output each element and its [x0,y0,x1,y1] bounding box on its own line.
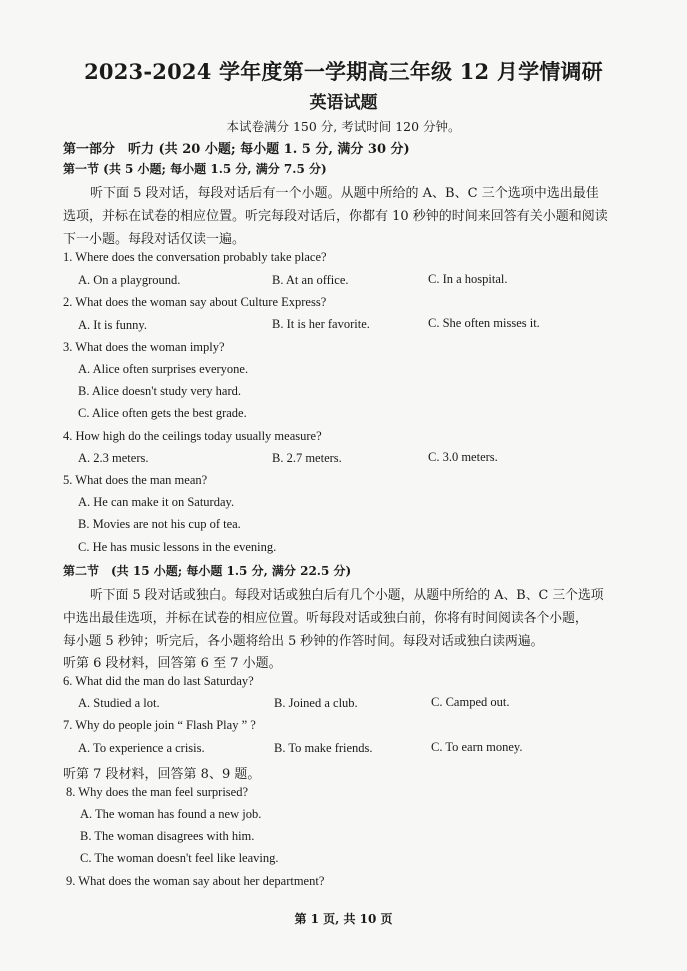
q2-option-b: B. It is her favorite. [272,317,370,331]
question-6: 6. What did the man do last Saturday? [63,674,254,688]
section2-instructions-line3: 每小题 5 秒钟；听完后，各小题将给出 5 秒钟的作答时间。每段对话或独白读两遍。 [63,634,544,649]
material-6-instruction: 听第 6 段材料，回答第 6 至 7 小题。 [63,656,282,671]
exam-title: 2023-2024 学年度第一学期高三年级 12 月学情调研 [84,59,603,84]
question-8: 8. Why does the man feel surprised? [66,785,249,799]
section1-instructions-line3: 下一小题。每段对话仅读一遍。 [63,232,246,247]
q8-option-b: B. The woman disagrees with him. [80,829,255,843]
q4-option-a: A. 2.3 meters. [78,451,149,465]
q4-option-c: C. 3.0 meters. [428,450,498,464]
question-2: 2. What does the woman say about Culture Express? [63,295,327,309]
material-7-instruction: 听第 7 段材料，回答第 8、9 题。 [63,767,261,782]
part1-title: 第一部分 听力 (共 20 小题; 每小题 1. 5 分, 满分 30 分) [63,142,410,157]
question-9: 9. What does the woman say about her department? [66,874,325,888]
page-footer: 第 1 页, 共 10 页 [294,912,393,926]
q4-option-b: B. 2.7 meters. [272,451,342,465]
section1-instructions-line1: 听下面 5 段对话，每段对话后有一个小题。从题中所给的 A、B、C 三个选项中选出最佳 [90,186,599,201]
section1-title: 第一节 (共 5 小题; 每小题 1.5 分, 满分 7.5 分) [63,162,327,176]
q7-option-c: C. To earn money. [431,740,523,754]
q1-option-a: A. On a playground. [78,273,181,287]
q6-option-b: B. Joined a club. [274,696,358,710]
q7-option-a: A. To experience a crisis. [78,741,205,755]
exam-info: 本试卷满分 150 分, 考试时间 120 分钟。 [226,119,461,134]
question-3: 3. What does the woman imply? [63,340,225,354]
q5-option-b: B. Movies are not his cup of tea. [78,517,241,531]
q6-option-a: A. Studied a lot. [78,696,160,710]
q1-option-b: B. At an office. [272,273,349,287]
question-1: 1. Where does the conversation probably take place? [63,250,327,264]
q8-option-c: C. The woman doesn't feel like leaving. [80,851,279,865]
q5-option-c: C. He has music lessons in the evening. [78,540,277,554]
section2-instructions-line1: 听下面 5 段对话或独白。每段对话或独白后有几个小题，从题中所给的 A、B、C 三个选项 [90,588,604,603]
q5-option-a: A. He can make it on Saturday. [78,495,235,509]
q8-option-a: A. The woman has found a new job. [80,807,262,821]
q2-option-a: A. It is funny. [78,318,147,332]
section1-instructions-line2: 选项，并标在试卷的相应位置。听完每段对话后，你都有 10 秒钟的时间来回答有关小题和阅读 [63,209,608,224]
section2-title: 第二节 (共 15 小题; 每小题 1.5 分, 满分 22.5 分) [63,564,352,578]
q6-option-c: C. Camped out. [431,695,510,709]
question-4: 4. How high do the ceilings today usually measure? [63,429,322,443]
q1-option-c: C. In a hospital. [428,272,508,286]
q3-option-b: B. Alice doesn't study very hard. [78,384,241,398]
exam-subject: 英语试题 [309,93,378,113]
q3-option-c: C. Alice often gets the best grade. [78,406,247,420]
question-7: 7. Why do people join “ Flash Play ” ? [63,718,256,732]
q2-option-c: C. She often misses it. [428,316,540,330]
section2-instructions-line2: 中选出最佳选项，并标在试卷的相应位置。听每段对话或独白前，你将有时间阅读各个小题， [63,611,588,626]
question-5: 5. What does the man mean? [63,473,208,487]
q7-option-b: B. To make friends. [274,741,373,755]
q3-option-a: A. Alice often surprises everyone. [78,362,249,376]
